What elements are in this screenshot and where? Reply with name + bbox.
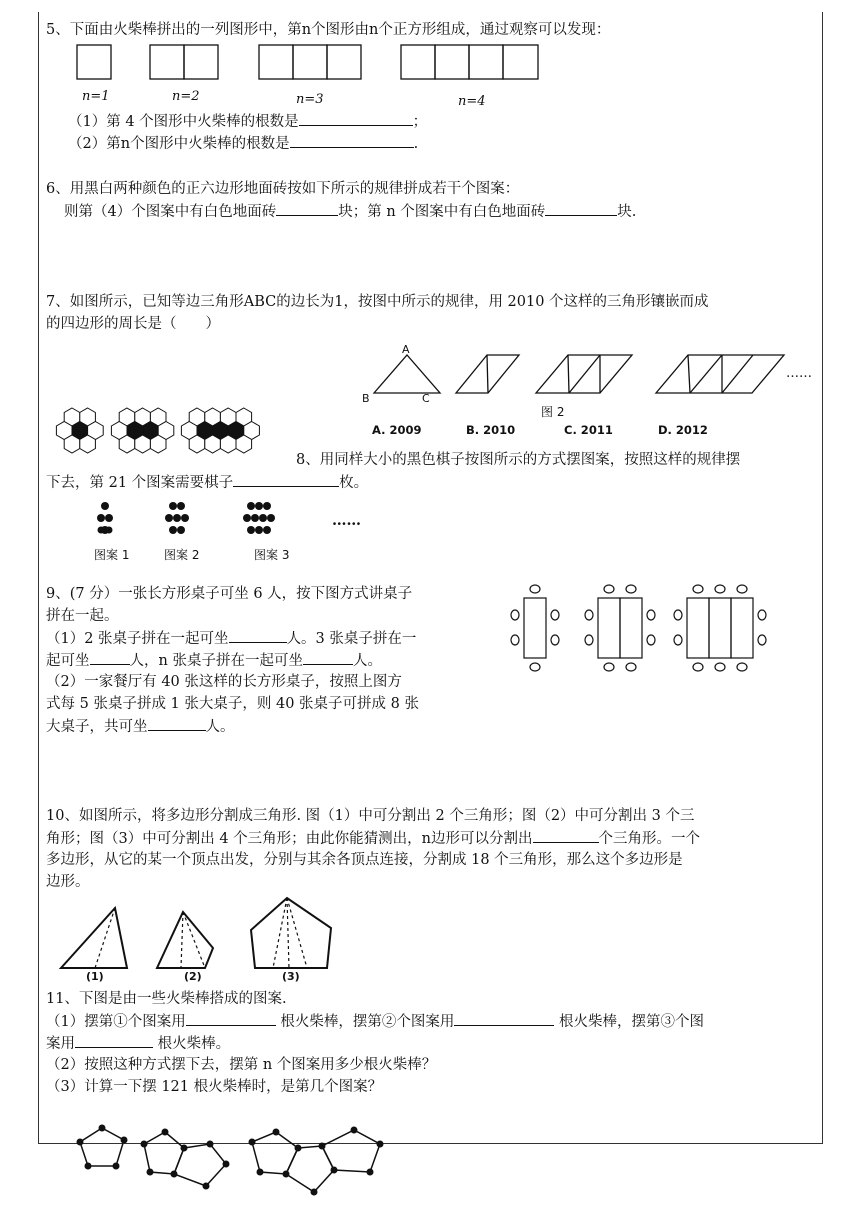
q7-triangle-figure — [360, 345, 820, 420]
q7-figure-caption: 图 2 — [541, 405, 565, 419]
q9-line4 — [46, 649, 382, 672]
q10-line2 — [46, 827, 700, 850]
q8-continuation-dots: …… — [332, 512, 361, 529]
q9-line3-text-a: （1）2 张桌子拼在一起可坐 — [46, 631, 229, 647]
q5-part2 — [68, 132, 418, 155]
q8-answer-blank[interactable] — [233, 471, 339, 487]
q10-line2-text-b: 个三角形。一个 — [598, 831, 701, 847]
q9-line7-text-a: 大桌子，共可坐 — [46, 719, 148, 735]
q9-answer-blank-2[interactable] — [90, 649, 130, 665]
q8-text-a: 下去，第 21 个图案需要棋子 — [46, 475, 234, 491]
q9-answer-blank-4[interactable] — [148, 715, 206, 731]
q7-line2: 的四边形的周长是（ ） — [46, 316, 220, 332]
q9-line6: 式每 5 张桌子拼成 1 张大桌子，则 40 张桌子可拼成 8 张 — [46, 696, 419, 712]
q7-vertex-c: C — [422, 392, 430, 405]
q10-figure-label-3: (3) — [282, 970, 300, 983]
q11-line3-text-b: 根火柴棒。 — [157, 1036, 231, 1052]
q11-line2 — [46, 1010, 704, 1033]
q10-line1: 10、如图所示，将多边形分割成三角形. 图（1）中可分割出 2 个三角形；图（2）中可分割出 3 个三 — [46, 808, 695, 824]
q10-figure-label-2: (2) — [184, 970, 202, 983]
q7-continuation-dots: …… — [786, 366, 812, 381]
q11-line3 — [46, 1032, 230, 1055]
q7-option-a[interactable]: A. 2009 — [372, 423, 422, 437]
q8-caption-3: 图案 3 — [254, 548, 290, 562]
q9-line4-text-a: 起可坐 — [46, 653, 90, 669]
q5-stem: 5、下面由火柴棒拼出的一列图形中，第n个图形由n个正方形组成，通过观察可以发现： — [46, 22, 611, 38]
q10-line2-text-a: 角形；图（3）中可分割出 4 个三角形；由此你能猜测出，n边形可以分割出 — [46, 831, 533, 847]
q11-line2-text-b: 根火柴棒，摆第②个图案用 — [280, 1014, 455, 1030]
q9-line4-text-c: 人。 — [352, 653, 382, 669]
q9-line4-text-b: 人，n 张桌子拼在一起可坐 — [129, 653, 303, 669]
q5-label-n3: n=3 — [296, 92, 324, 107]
q11-line3-text-a: 案用 — [46, 1036, 75, 1052]
q9-line7-text-b: 人。 — [205, 719, 235, 735]
q8-caption-1: 图案 1 — [94, 548, 130, 562]
q9-line3-text-b: 人。3 张桌子拼在一 — [286, 631, 417, 647]
q10-line4: 边形。 — [46, 874, 90, 890]
q5-label-n4: n=4 — [458, 94, 486, 109]
q11-line2-text-a: （1）摆第①个图案用 — [46, 1014, 186, 1030]
q6-text-b: 块；第 n 个图案中有白色地面砖 — [338, 204, 546, 220]
q6-answer-blank-2[interactable] — [545, 200, 617, 216]
q6-answer-blank-1[interactable] — [276, 200, 338, 216]
q9-table-seating — [500, 580, 790, 680]
q9-line1: 9、(7 分）一张长方形桌子可坐 6 人，按下图方式讲桌子 — [46, 586, 413, 602]
q10-answer-blank-1[interactable] — [533, 827, 599, 843]
q6-stem: 6、用黑白两种颜色的正六边形地面砖按如下所示的规律拼成若干个图案： — [46, 181, 520, 197]
q5-part2-text: （2）第n个图形中火柴棒的根数是 — [68, 136, 290, 152]
q11-line4: （2）按照这种方式摆下去，摆第 n 个图案用多少根火柴棒？ — [46, 1057, 437, 1073]
q6-text-c: 块. — [617, 204, 637, 220]
q8-line1: 8、用同样大小的黑色棋子按图所示的方式摆图案，按照这样的规律摆 — [296, 452, 741, 468]
q11-pentagon-matchsticks — [70, 1120, 400, 1200]
q6-hexagon-tiles — [55, 405, 295, 451]
q11-answer-blank-2[interactable] — [454, 1010, 554, 1026]
q9-line2: 拼在一起。 — [46, 608, 119, 624]
q5-part2-end: . — [413, 136, 419, 152]
q7-line1: 7、如图所示，已知等边三角形ABC的边长为1，按图中所示的规律，用 2010 个这样的三角形镶嵌而成 — [46, 294, 709, 310]
q5-label-n2: n=2 — [172, 89, 200, 104]
q9-answer-blank-1[interactable] — [229, 627, 287, 643]
q6-question — [64, 200, 636, 223]
q11-line1: 11、下图是由一些火柴棒搭成的图案. — [46, 991, 287, 1007]
q7-vertex-a: A — [402, 343, 410, 356]
q9-line3 — [46, 627, 416, 650]
q10-line3: 多边形，从它的某一个顶点出发，分别与其余各顶点连接，分割成 18 个三角形，那么这个多边形是 — [46, 852, 683, 868]
q9-line7 — [46, 715, 235, 738]
q7-option-d[interactable]: D. 2012 — [658, 423, 708, 437]
q7-option-b[interactable]: B. 2010 — [466, 423, 516, 437]
q11-line2-text-c: 根火柴棒，摆第③个图 — [558, 1014, 704, 1030]
q9-line5: （2）一家餐厅有 40 张这样的长方形桌子，按照上图方 — [46, 674, 402, 690]
q5-part1-text: （1）第 4 个图形中火柴棒的根数是 — [68, 114, 299, 130]
q5-part1-end: ； — [412, 114, 428, 130]
q5-matchstick-squares — [70, 42, 550, 82]
q5-label-n1: n=1 — [82, 89, 110, 104]
q9-answer-blank-3[interactable] — [303, 649, 353, 665]
q5-answer-blank-1[interactable] — [299, 110, 413, 126]
q8-text-b: 枚。 — [339, 475, 369, 491]
q10-figure-label-1: (1) — [86, 970, 104, 983]
q6-text-a: 则第（4）个图案中有白色地面砖 — [64, 204, 277, 220]
q7-option-c[interactable]: C. 2011 — [564, 423, 613, 437]
q11-answer-blank-1[interactable] — [186, 1010, 276, 1026]
q5-answer-blank-2[interactable] — [290, 132, 414, 148]
q11-line5: （3）计算一下摆 121 根火柴棒时，是第几个图案？ — [46, 1079, 383, 1095]
q8-line2 — [46, 471, 368, 494]
q7-vertex-b: B — [362, 392, 370, 405]
q5-part1 — [68, 110, 427, 133]
q11-answer-blank-3[interactable] — [75, 1032, 153, 1048]
q8-caption-2: 图案 2 — [164, 548, 200, 562]
